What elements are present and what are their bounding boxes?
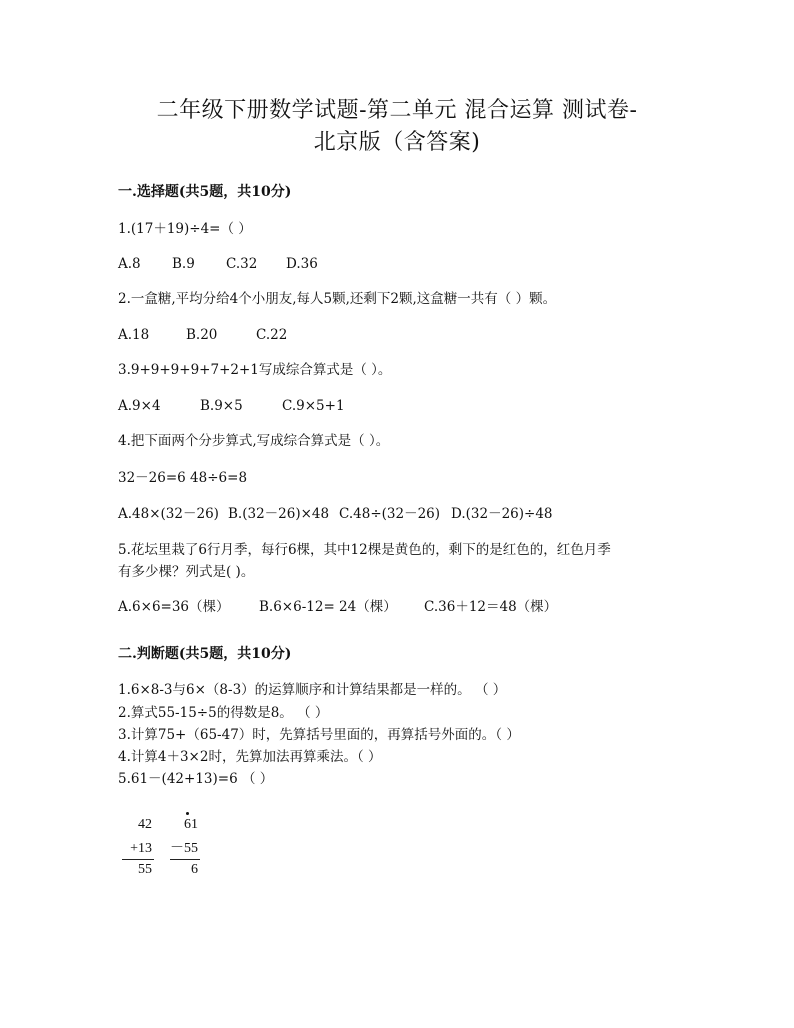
option-c: C.9×5+1	[282, 398, 345, 414]
judge-item-3: 3.计算75+（65-47）时，先算括号里面的，再算括号外面的。（ ）	[118, 727, 520, 743]
option-c: C.48÷(32－26)	[339, 506, 441, 522]
option-c: C.22	[256, 327, 288, 343]
calc-right-result: 6	[191, 862, 198, 877]
calc-left-result: 55	[138, 862, 152, 877]
judge-item-4: 4.计算4＋3×2时，先算加法再算乘法。（ ）	[118, 749, 382, 765]
option-b: B.6×6-12= 24（棵）	[259, 599, 397, 615]
judge-item-5: 5.61－(42+13)=6 （ ）	[118, 771, 274, 787]
judge-item-1: 1.6×8-3与6×（8-3）的运算顺序和计算结果都是一样的。 （ ）	[118, 682, 507, 698]
option-b: B.9	[172, 256, 195, 272]
question-2-stem: 2.一盒糖,平均分给4个小朋友,每人5颗,还剩下2颗,这盒糖一共有（ ）颗。	[118, 291, 557, 307]
calc-left-top: 42	[138, 817, 152, 832]
calc-right-top: 61	[184, 817, 198, 832]
calc-right-rule	[170, 859, 200, 860]
option-a: A.6×6=36（棵）	[118, 599, 230, 615]
question-5-options	[118, 601, 557, 615]
option-a: A.18	[118, 327, 150, 343]
calc-left-addend: +13	[130, 841, 152, 856]
question-1-stem: 1.(17＋19)÷4=（ ）	[118, 221, 252, 237]
option-b: B.9×5	[200, 398, 243, 414]
option-c: C.32	[226, 256, 258, 272]
question-5-stem-line-2: 有多少棵？列式是( )。	[118, 564, 255, 580]
option-c: C.36＋12＝48（棵）	[424, 599, 558, 615]
title-line-1: 二年级下册数学试题-第二单元 混合运算 测试卷-	[156, 98, 638, 123]
option-d: D.36	[286, 256, 318, 272]
section-2-heading: 二.判断题(共5题，共10分)	[118, 646, 292, 662]
option-d: D.(32－26)÷48	[451, 506, 553, 522]
borrow-dot	[186, 812, 189, 815]
question-1-options	[118, 258, 318, 272]
question-5-stem-line-1: 5.花坛里栽了6行月季，每行6棵，其中12棵是黄色的，剩下的是红色的，红色月季	[118, 542, 611, 558]
option-a: A.9×4	[118, 398, 161, 414]
option-a: A.8	[118, 256, 141, 272]
question-4-options	[118, 508, 553, 522]
question-4-stem: 4.把下面两个分步算式,写成综合算式是（ ）。	[118, 433, 390, 449]
calc-left-rule	[122, 859, 154, 860]
question-2-options	[118, 329, 287, 343]
question-3-options	[118, 400, 345, 414]
section-1-heading: 一.选择题(共5题，共10分)	[118, 184, 292, 200]
question-4-steps: 32－26=6 48÷6=8	[118, 470, 248, 486]
option-b: B.(32－26)×48	[228, 506, 330, 522]
question-3-stem: 3.9+9+9+9+7+2+1写成综合算式是（ ）。	[118, 362, 392, 378]
calc-right-subtrahend: －55	[170, 841, 198, 856]
option-a: A.48×(32－26)	[118, 506, 219, 522]
title-line-2: 北京版（含答案)	[313, 130, 481, 155]
judge-item-2: 2.算式55-15÷5的得数是8。 （ ）	[118, 705, 329, 721]
option-b: B.20	[186, 327, 218, 343]
